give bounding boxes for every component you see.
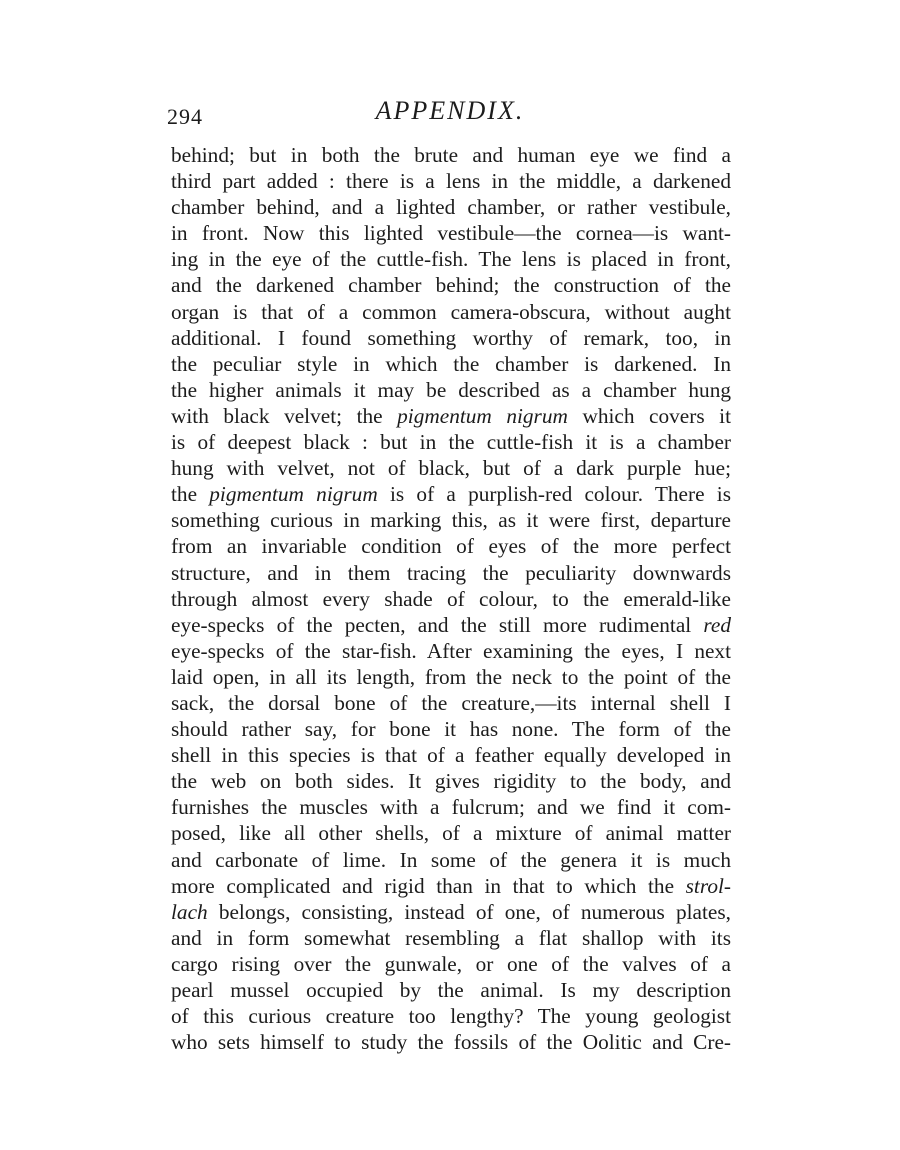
text-segment: posed, like all other shells, of a mixture of animal matter	[171, 821, 731, 846]
running-head: APPENDIX.	[375, 96, 525, 125]
text-line	[171, 194, 731, 220]
text-line	[171, 168, 731, 194]
text-line	[171, 507, 731, 533]
text-line	[171, 533, 731, 559]
text-segment: the peculiar style in which the chamber is darkened. In	[171, 351, 731, 376]
text-segment: is of deepest black : but in the cuttle-fish it is a chamber	[171, 430, 731, 455]
text-line	[171, 768, 731, 794]
text-line	[171, 664, 731, 690]
text-segment: organ is that of a common camera-obscura, without aught	[171, 299, 731, 324]
text-segment: through almost every shade of colour, to the emerald-like	[171, 586, 731, 611]
italic-text: lach	[171, 899, 208, 924]
text-segment: something curious in marking this, as it were first, departure	[171, 508, 731, 533]
text-line	[171, 977, 731, 1003]
italic-text: pigmentum nigrum	[397, 403, 568, 428]
text-line	[171, 899, 731, 925]
text-segment: belongs, consisting, instead of one, of numerous plates,	[207, 899, 731, 924]
text-segment: in front. Now this lighted vestibule—the cornea—is want-	[171, 221, 731, 246]
text-segment: third part added : there is a lens in the middle, a darkened	[171, 169, 731, 194]
text-line	[171, 925, 731, 951]
text-segment: and in form somewhat resembling a flat shallop with its	[171, 925, 731, 950]
text-line	[171, 272, 731, 298]
text-line	[171, 246, 731, 272]
text-line	[171, 716, 731, 742]
text-segment: the	[171, 482, 210, 507]
text-segment: laid open, in all its length, from the neck to the point of the	[171, 664, 731, 689]
text-line	[171, 794, 731, 820]
text-line	[171, 220, 731, 246]
page-number: 294	[167, 104, 203, 129]
text-line	[171, 455, 731, 481]
text-line	[171, 351, 731, 377]
text-line	[171, 612, 731, 638]
text-segment: from an invariable condition of eyes of the more perfect	[171, 534, 731, 559]
text-line	[171, 820, 731, 846]
text-line	[171, 638, 731, 664]
text-segment: behind; but in both the brute and human eye we find a	[171, 143, 731, 167]
text-line	[171, 560, 731, 586]
text-segment: more complicated and rigid than in that to which the	[171, 873, 686, 898]
text-segment: furnishes the muscles with a fulcrum; and we find it com-	[171, 795, 731, 820]
text-segment: additional. I found something worthy of remark, too, in	[171, 325, 731, 350]
text-line	[171, 690, 731, 716]
text-segment: who sets himself to study the fossils of the Oolitic and Cre-	[171, 1030, 731, 1055]
text-line	[171, 742, 731, 768]
text-segment: which covers it	[567, 403, 732, 428]
text-line	[171, 586, 731, 612]
text-line	[171, 429, 731, 455]
italic-text: strol-	[685, 873, 731, 898]
text-segment: should rather say, for bone it has none. The form of the	[171, 717, 731, 742]
text-line	[171, 142, 731, 168]
text-line	[171, 847, 731, 873]
text-segment: with black velvet; the	[171, 403, 398, 428]
text-segment: shell in this species is that of a feather equally developed in	[171, 743, 731, 768]
text-segment: eye-specks of the star-fish. After examining the eyes, I next	[171, 638, 731, 663]
italic-text: red	[703, 612, 731, 637]
text-line	[171, 377, 731, 403]
text-segment: the web on both sides. It gives rigidity to the body, and	[171, 769, 731, 794]
text-segment: pearl mussel occupied by the animal. Is my description	[171, 978, 731, 1002]
text-segment: sack, the dorsal bone of the creature,—its internal shell I	[171, 690, 731, 715]
text-line	[171, 873, 731, 899]
text-line	[171, 1003, 731, 1029]
text-line	[171, 403, 731, 429]
italic-text: pigmentum nigrum	[209, 482, 378, 507]
text-segment: chamber behind, and a lighted chamber, or rather vestibule,	[171, 195, 731, 220]
text-segment: and the darkened chamber behind; the construction of the	[171, 273, 731, 298]
text-line	[171, 325, 731, 351]
text-segment: hung with velvet, not of black, but of a dark purple hue;	[171, 456, 731, 481]
text-segment: ing in the eye of the cuttle-fish. The lens is placed in front,	[171, 247, 731, 272]
text-line	[171, 951, 731, 977]
text-line	[171, 299, 731, 325]
text-segment: eye-specks of the pecten, and the still more rudimental	[171, 612, 704, 637]
text-segment: is of a purplish-red colour. There is	[377, 482, 732, 507]
text-segment: and carbonate of lime. In some of the genera it is much	[171, 847, 731, 872]
text-segment: the higher animals it may be described as a chamber hung	[171, 377, 731, 402]
text-line	[171, 1029, 731, 1055]
body-text	[171, 142, 731, 1055]
text-segment: structure, and in them tracing the peculiarity downwards	[171, 560, 731, 585]
text-line	[171, 481, 731, 507]
text-segment: cargo rising over the gunwale, or one of the valves of a	[171, 951, 731, 976]
text-segment: of this curious creature too lengthy? The young geologist	[171, 1004, 731, 1029]
